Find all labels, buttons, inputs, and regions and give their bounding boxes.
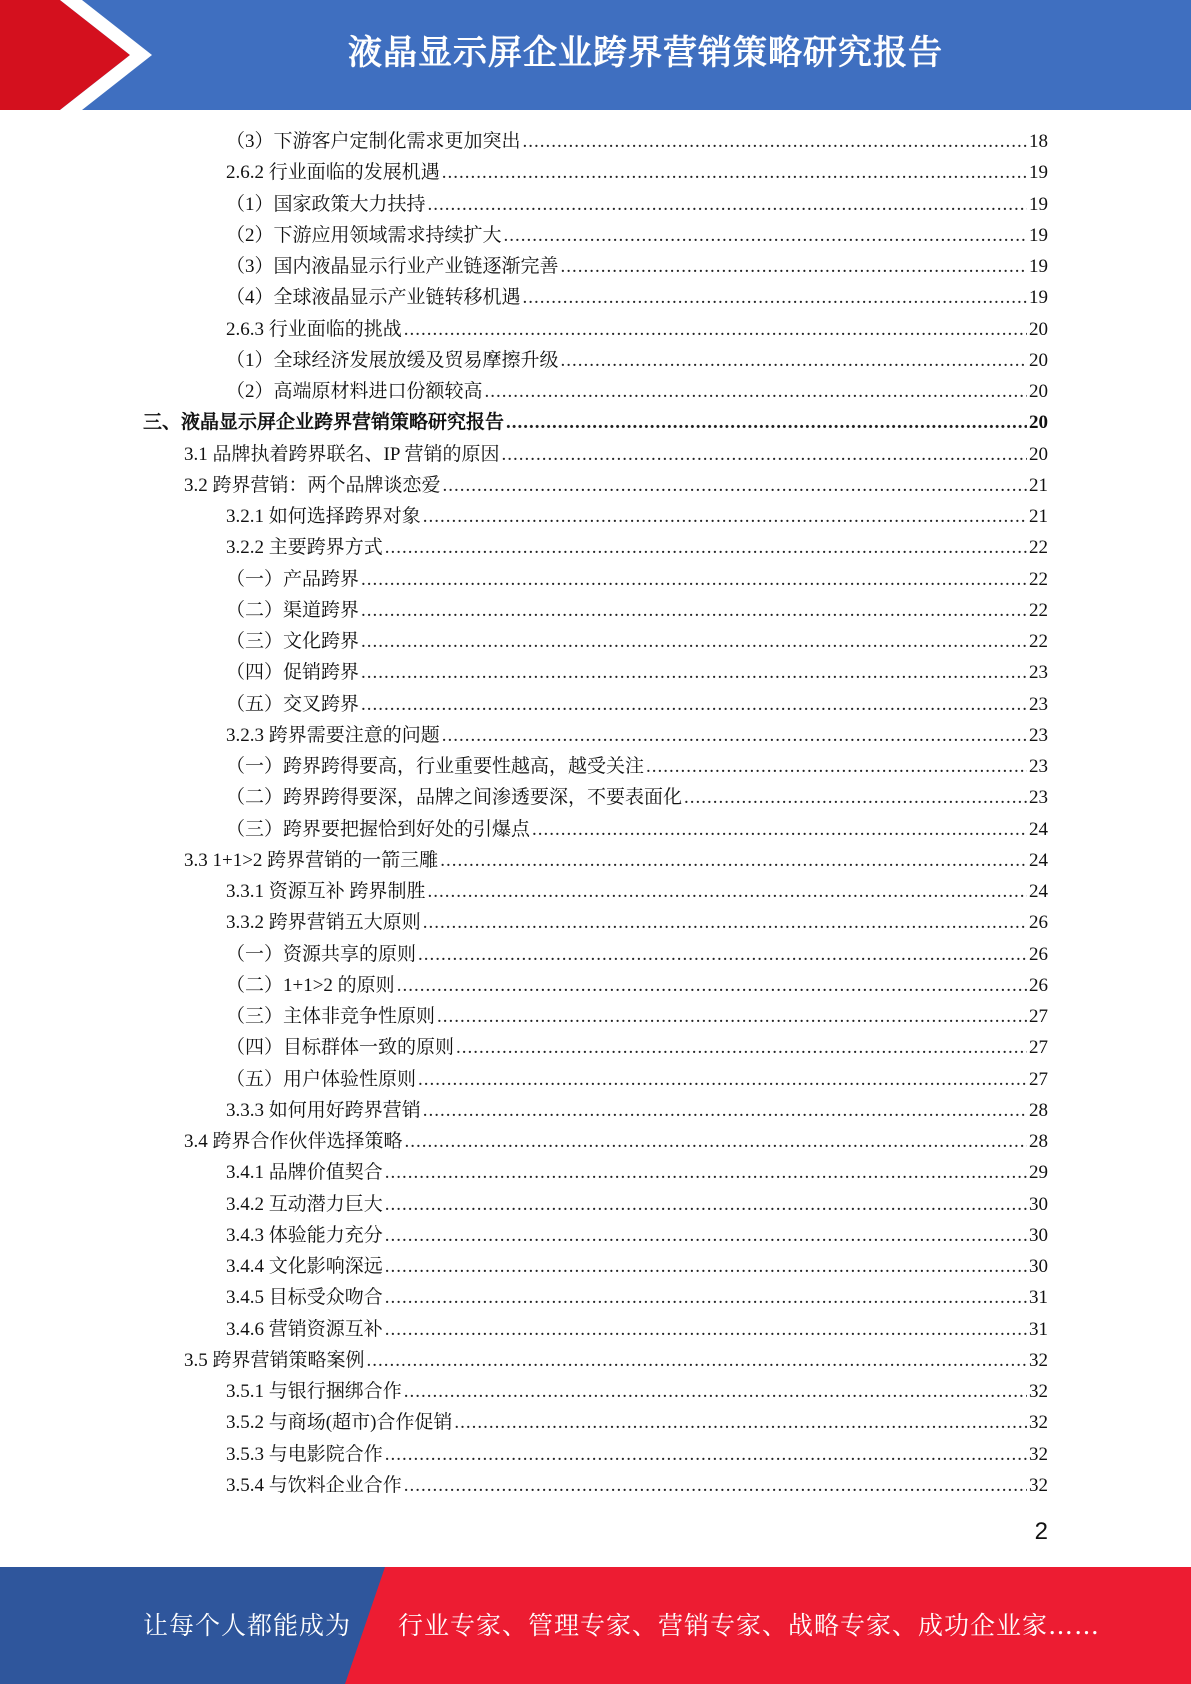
- toc-leader-dots: [442, 725, 1027, 747]
- toc-entry-page: 26: [1029, 974, 1048, 996]
- toc-leader-dots: [532, 819, 1027, 841]
- toc-leader-dots: [361, 694, 1027, 716]
- toc-entry-page: 24: [1029, 849, 1048, 871]
- toc-entry-page: 26: [1029, 943, 1048, 965]
- toc-entry[interactable]: [226, 1251, 1048, 1282]
- toc-entry-page: 23: [1029, 693, 1048, 715]
- footer-slogan-right: 行业专家、管理专家、营销专家、战略专家、成功企业家……: [398, 1611, 1101, 1640]
- toc-entry-label: （2）高端原材料进口份额较高: [226, 381, 483, 402]
- toc-leader-dots: [485, 381, 1027, 403]
- toc-leader-dots: [385, 1194, 1027, 1216]
- page-header: [0, 0, 1191, 110]
- toc-entry[interactable]: [184, 845, 1048, 876]
- toc-entry-page: 26: [1029, 912, 1048, 934]
- toc-entry-label: （一）产品跨界: [226, 568, 360, 590]
- toc-entry-label: （三）文化跨界: [226, 631, 360, 652]
- toc-entry-page: 23: [1029, 787, 1048, 809]
- toc-entry-page: 19: [1029, 224, 1048, 246]
- toc-entry-label: 3.2 跨界营销：两个品牌谈恋爱: [184, 474, 441, 496]
- toc-entry-label: 3.5.4 与饮料企业合作: [226, 1474, 402, 1496]
- toc-leader-dots: [561, 256, 1027, 278]
- toc-entry-label: 3.4.2 互动潜力巨大: [226, 1193, 383, 1215]
- toc-leader-dots: [405, 1131, 1027, 1153]
- toc-entry-page: 22: [1029, 537, 1048, 559]
- toc-entry-label: （二）渠道跨界: [226, 599, 360, 621]
- toc-entry-label: （1）全球经济发展放缓及贸易摩擦升级: [226, 349, 559, 371]
- toc-entry[interactable]: [226, 626, 1048, 657]
- toc-leader-dots: [456, 1037, 1027, 1059]
- toc-entry-page: 19: [1029, 193, 1048, 215]
- toc-leader-dots: [361, 569, 1027, 591]
- toc-entry-label: 3.5.2 与商场(超市)合作促销: [226, 1412, 453, 1434]
- toc-entry-page: 32: [1029, 1474, 1048, 1496]
- toc-entry-page: 24: [1029, 818, 1048, 840]
- toc-entry[interactable]: [226, 314, 1048, 345]
- toc-leader-dots: [385, 1162, 1027, 1184]
- toc-entry[interactable]: [226, 1470, 1048, 1501]
- toc-leader-dots: [523, 131, 1027, 153]
- toc-entry[interactable]: [226, 1314, 1048, 1345]
- toc-entry-page: 24: [1029, 881, 1048, 902]
- toc-entry-page: 23: [1029, 724, 1048, 746]
- toc-leader-dots: [523, 287, 1027, 309]
- toc-entry[interactable]: [226, 157, 1048, 188]
- toc-entry-page: 23: [1029, 662, 1048, 684]
- toc-entry-label: 3.2.3 跨界需要注意的问题: [226, 724, 440, 746]
- toc-entry-page: 32: [1029, 1381, 1048, 1402]
- toc-entry-label: （2）下游应用领域需求持续扩大: [226, 224, 502, 246]
- toc-leader-dots: [454, 1412, 1027, 1434]
- toc-leader-dots: [385, 1287, 1027, 1309]
- toc-entry[interactable]: [226, 251, 1048, 282]
- toc-entry-label: （五）交叉跨界: [226, 693, 360, 715]
- toc-leader-dots: [646, 756, 1027, 778]
- header-arrow-decoration: [0, 0, 200, 110]
- toc-entry-page: 22: [1029, 568, 1048, 590]
- toc-entry[interactable]: [226, 1064, 1048, 1095]
- toc-entry[interactable]: [226, 564, 1048, 595]
- toc-entry[interactable]: [226, 1001, 1048, 1032]
- toc-entry[interactable]: [226, 282, 1048, 313]
- toc-entry-page: 32: [1029, 1412, 1048, 1434]
- page-number: 2: [1034, 1518, 1048, 1545]
- toc-entry[interactable]: [184, 1345, 1048, 1376]
- toc-entry-label: 2.6.2 行业面临的发展机遇: [226, 162, 440, 184]
- toc-entry-page: 30: [1029, 1224, 1048, 1246]
- toc-entry-page: 22: [1029, 631, 1048, 652]
- toc-entry-page: 21: [1029, 506, 1048, 527]
- toc-entry[interactable]: [226, 126, 1048, 157]
- toc-entry-label: （四）促销跨界: [226, 662, 360, 684]
- footer-slogan-left: 让每个人都能成为: [143, 1611, 352, 1640]
- toc-entry-page: 27: [1029, 1037, 1048, 1059]
- toc-entry-page: 18: [1029, 131, 1048, 152]
- toc-entry-page: 32: [1029, 1443, 1048, 1465]
- toc-entry-page: 27: [1029, 1068, 1048, 1090]
- toc-leader-dots: [504, 225, 1027, 247]
- toc-entry[interactable]: [226, 189, 1048, 220]
- toc-entry-label: 3.4.5 目标受众吻合: [226, 1287, 383, 1309]
- toc-entry[interactable]: [226, 782, 1048, 813]
- toc-leader-dots: [423, 506, 1027, 528]
- toc-entry-page: 32: [1029, 1349, 1048, 1371]
- toc-entry-label: 3.4.6 营销资源互补: [226, 1318, 383, 1340]
- toc-entry-page: 21: [1029, 474, 1048, 496]
- toc-entry-label: （三）跨界要把握恰到好处的引爆点: [226, 818, 531, 840]
- toc-entry-label: （1）国家政策大力扶持: [226, 193, 426, 215]
- toc-entry-label: 3.5 跨界营销策略案例: [184, 1349, 365, 1371]
- toc-entry[interactable]: [226, 751, 1048, 782]
- toc-entry[interactable]: [226, 376, 1048, 407]
- toc-leader-dots: [418, 944, 1027, 966]
- toc-entry[interactable]: [226, 220, 1048, 251]
- toc-entry-page: 22: [1029, 599, 1048, 621]
- toc-entry-label: （二）1+1>2 的原则: [226, 974, 395, 996]
- toc-entry-page: 30: [1029, 1256, 1048, 1277]
- toc-leader-dots: [404, 319, 1027, 341]
- toc-entry-label: （五）用户体验性原则: [226, 1068, 417, 1090]
- toc-entry-label: （一）跨界跨得要高，行业重要性越高，越受关注: [226, 756, 645, 777]
- toc-leader-dots: [443, 475, 1027, 497]
- toc-entry-label: 3.4.4 文化影响深远: [226, 1256, 383, 1277]
- toc-entry-label: 3.4.1 品牌价值契合: [226, 1162, 383, 1184]
- toc-entry-page: 28: [1029, 1131, 1048, 1152]
- toc-entry-label: （四）目标群体一致的原则: [226, 1037, 455, 1059]
- toc-entry[interactable]: [184, 439, 1048, 470]
- toc-leader-dots: [428, 881, 1027, 903]
- toc-entry-label: 3.2.1 如何选择跨界对象: [226, 506, 421, 527]
- toc-entry[interactable]: [226, 501, 1048, 532]
- toc-entry-page: 19: [1029, 287, 1048, 309]
- toc-entry-page: 23: [1029, 756, 1048, 777]
- toc-leader-dots: [684, 787, 1027, 809]
- toc-entry-label: （三）主体非竞争性原则: [226, 1006, 436, 1027]
- toc-entry-label: 3.4.3 体验能力充分: [226, 1224, 383, 1246]
- toc-leader-dots: [442, 162, 1027, 184]
- toc-entry[interactable]: [226, 595, 1048, 626]
- toc-leader-dots: [361, 600, 1027, 622]
- toc-entry-label: （二）跨界跨得要深，品牌之间渗透要深，不要表面化: [226, 787, 683, 809]
- toc-entry[interactable]: [226, 1220, 1048, 1251]
- toc-entry[interactable]: [226, 970, 1048, 1001]
- toc-entry-label: 3.3.1 资源互补 跨界制胜: [226, 881, 426, 902]
- toc-leader-dots: [385, 1256, 1027, 1278]
- toc-entry[interactable]: [226, 1376, 1048, 1407]
- toc-entry[interactable]: [226, 1439, 1048, 1470]
- toc-leader-dots: [385, 1444, 1027, 1466]
- toc-entry[interactable]: [226, 345, 1048, 376]
- toc-leader-dots: [361, 631, 1027, 653]
- toc-entry[interactable]: [226, 657, 1048, 688]
- toc-entry-label: 3.1 品牌执着跨界联名、IP 营销的原因: [184, 443, 500, 465]
- toc-entry-page: 20: [1029, 443, 1048, 465]
- toc-leader-dots: [423, 1100, 1027, 1122]
- toc-leader-dots: [397, 975, 1027, 997]
- toc-entry[interactable]: [226, 1095, 1048, 1126]
- toc-entry-page: 31: [1029, 1287, 1048, 1309]
- toc-entry-label: 3.4 跨界合作伙伴选择策略: [184, 1131, 403, 1152]
- toc-entry-page: 31: [1029, 1318, 1048, 1340]
- toc-leader-dots: [440, 850, 1027, 872]
- toc-entry[interactable]: [226, 814, 1048, 845]
- toc-entry-label: 3.3.2 跨界营销五大原则: [226, 912, 421, 934]
- toc-entry-label: （3）国内液晶显示行业产业链逐渐完善: [226, 256, 559, 277]
- toc-leader-dots: [404, 1475, 1027, 1497]
- toc-entry-page: 30: [1029, 1193, 1048, 1215]
- toc-leader-dots: [418, 1069, 1027, 1091]
- toc-entry[interactable]: [226, 1407, 1048, 1438]
- page-footer: [0, 1567, 1191, 1684]
- toc-leader-dots: [361, 662, 1027, 684]
- toc-entry-label: 3.2.2 主要跨界方式: [226, 537, 383, 559]
- toc-leader-dots: [506, 412, 1027, 434]
- toc-entry[interactable]: [226, 907, 1048, 938]
- toc-leader-dots: [423, 912, 1027, 934]
- toc-entry-page: 20: [1029, 349, 1048, 371]
- header-title: 液晶显示屏企业跨界营销策略研究报告: [348, 33, 943, 73]
- toc-entry-page: 20: [1029, 412, 1048, 434]
- toc-entry-page: 20: [1029, 318, 1048, 340]
- toc-entry[interactable]: [143, 407, 1048, 438]
- toc-entry-label: 3.5.3 与电影院合作: [226, 1443, 383, 1465]
- toc-entry[interactable]: [184, 1126, 1048, 1157]
- toc-entry[interactable]: [226, 532, 1048, 563]
- toc-leader-dots: [437, 1006, 1027, 1028]
- toc-entry-page: 20: [1029, 381, 1048, 402]
- toc-leader-dots: [501, 444, 1027, 466]
- toc-leader-dots: [367, 1350, 1027, 1372]
- toc-entry[interactable]: [226, 939, 1048, 970]
- toc-entry-label: （3）下游客户定制化需求更加突出: [226, 131, 521, 152]
- toc-entry-page: 28: [1029, 1099, 1048, 1121]
- toc-entry-label: 3.5.1 与银行捆绑合作: [226, 1381, 402, 1402]
- toc-entry-page: 27: [1029, 1006, 1048, 1027]
- toc-leader-dots: [428, 194, 1027, 216]
- toc-entry[interactable]: [226, 720, 1048, 751]
- toc-leader-dots: [385, 1319, 1027, 1341]
- toc-entry[interactable]: [226, 876, 1048, 907]
- toc-entry-label: 3.3 1+1>2 跨界营销的一箭三雕: [184, 849, 439, 871]
- toc-leader-dots: [561, 350, 1027, 372]
- toc-entry[interactable]: [226, 689, 1048, 720]
- toc-leader-dots: [385, 1225, 1027, 1247]
- toc-entry-label: （4）全球液晶显示产业链转移机遇: [226, 287, 521, 309]
- toc-leader-dots: [385, 537, 1027, 559]
- toc-entry[interactable]: [226, 1157, 1048, 1188]
- toc-entry-label: 2.6.3 行业面临的挑战: [226, 318, 402, 340]
- toc-entry-page: 19: [1029, 162, 1048, 184]
- toc-entry-label: 3.3.3 如何用好跨界营销: [226, 1099, 421, 1121]
- toc-leader-dots: [404, 1381, 1027, 1403]
- toc-entry[interactable]: [226, 1282, 1048, 1313]
- toc-entry-label: 三、液晶显示屏企业跨界营销策略研究报告: [143, 412, 505, 434]
- toc-entry[interactable]: [184, 470, 1048, 501]
- toc-entry-page: 19: [1029, 256, 1048, 277]
- toc-entry[interactable]: [226, 1032, 1048, 1063]
- toc-entry-page: 29: [1029, 1162, 1048, 1184]
- toc-entry[interactable]: [226, 1189, 1048, 1220]
- toc-entry-label: （一）资源共享的原则: [226, 943, 417, 965]
